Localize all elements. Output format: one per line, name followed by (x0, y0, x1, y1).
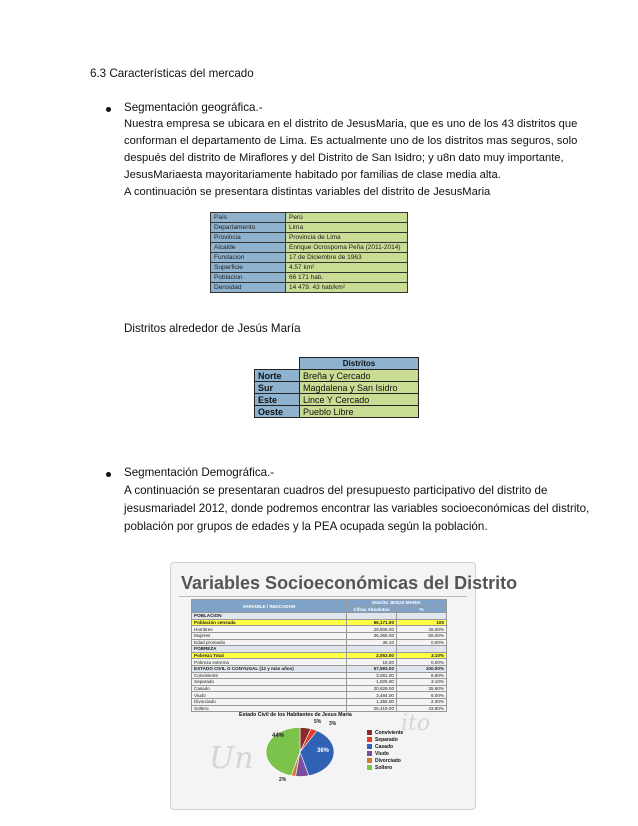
col-header: Cifras Absolutas (347, 606, 397, 613)
table-row (192, 619, 447, 626)
info-value: 66 171 hab. (286, 273, 408, 283)
cell-num: 36,365.00 (347, 632, 397, 639)
legend-label: Viudo (375, 750, 389, 757)
cell-label: Separado (192, 679, 347, 686)
table-row (211, 243, 408, 253)
district-name: Lince Y Cercado (300, 394, 419, 406)
info-key: Poblacion (211, 273, 286, 283)
cell-pct: 45.00% (397, 626, 447, 633)
districts-caption: Distritos alrededor de Jesús María (124, 322, 301, 335)
watermark: Un (209, 741, 254, 776)
table-row (255, 406, 419, 418)
cell-num: 66,171.00 (347, 619, 397, 626)
cell-label: Mujeres (192, 632, 347, 639)
pie-chart (257, 721, 343, 783)
legend-item (367, 743, 403, 750)
district-direction: Oeste (255, 406, 300, 418)
info-value: 17 de Diciembre de 1963 (286, 253, 408, 263)
cell-pct: 100 (397, 619, 447, 626)
cell-pct: 100.00% (397, 665, 447, 672)
legend-item (367, 729, 403, 736)
district-direction: Este (255, 394, 300, 406)
table-row (255, 382, 419, 394)
legend-swatch (367, 765, 372, 770)
info-key: Fundacion (211, 253, 286, 263)
info-value: Lima (286, 223, 408, 233)
cell-label: Conviviente (192, 672, 347, 679)
table-row (192, 613, 447, 620)
cell-num: 20,829.00 (347, 685, 397, 692)
col-header: VARIABLE / INDICADOR (192, 600, 347, 613)
info-key: Provincia (211, 233, 286, 243)
cell-num: 1,355.00 (347, 698, 397, 705)
cell-num: 1,825.00 (347, 679, 397, 686)
table-row (192, 665, 447, 672)
info-key: Alcalde (211, 243, 286, 253)
table-row (211, 283, 408, 293)
table-row (192, 685, 447, 692)
pie-label-casado: 36% (317, 748, 330, 754)
table-row (192, 632, 447, 639)
cell-pct (397, 613, 447, 620)
table-row (192, 652, 447, 659)
demo-paragraph (124, 482, 589, 536)
legend-label: Separado (375, 736, 398, 743)
district-name: Pueblo Libre (300, 406, 419, 418)
pie-title: Estado Civil de los Habitantes de Jesus Maria (239, 712, 352, 718)
info-value: 4.57 km² (286, 263, 408, 273)
district-name: Breña y Cercado (300, 370, 419, 382)
geo-line: después del distrito de Miraflores y del Distrito de San Isidro; y u8n dato muy importante, (124, 152, 564, 164)
table-row (211, 213, 408, 223)
cell-num: 2,053.00 (347, 652, 397, 659)
cell-label: Edad promedio (192, 639, 347, 646)
cell-pct: 6.80% (397, 672, 447, 679)
bullet-icon (106, 107, 111, 112)
table-row (192, 698, 447, 705)
cell-pct: 55.00% (397, 632, 447, 639)
cell-num: 25,419.00 (347, 705, 397, 712)
legend-item (367, 764, 403, 771)
cell-pct (397, 646, 447, 653)
cell-num (347, 613, 397, 620)
districts-table (254, 357, 419, 418)
pie-legend (367, 729, 403, 771)
legend-swatch (367, 737, 372, 742)
geo-line: A continuación se presentara distintas variables del distrito de JesusMaria (124, 186, 491, 198)
table-row (192, 639, 447, 646)
cell-label: Casado (192, 685, 347, 692)
cell-pct: 3.10% (397, 652, 447, 659)
pie-label-conviviente: 5% (314, 719, 322, 725)
legend-item (367, 757, 403, 764)
legend-item (367, 750, 403, 757)
table-row (255, 394, 419, 406)
pie-label-separado: 3% (329, 721, 337, 727)
cell-num: 57,993.00 (347, 665, 397, 672)
cell-pct: 35.90% (397, 685, 447, 692)
legend-swatch (367, 730, 372, 735)
table-row (211, 233, 408, 243)
col-header: Distrito JESUS MARIA (347, 600, 447, 607)
info-value: Provincia de Lima (286, 233, 408, 243)
divider (179, 596, 467, 597)
geo-paragraph (124, 116, 577, 201)
table-row (192, 659, 447, 666)
geo-line: Nuestra empresa se ubicara en el distrito de JesusMaria, que es uno de los 43 distritos que (124, 118, 578, 130)
cell-label: Pobreza Total (192, 652, 347, 659)
legend-label: Conviviente (375, 729, 404, 736)
legend-label: Soltero (375, 764, 393, 771)
cell-num: 36.10 (347, 639, 397, 646)
geo-title: Segmentación geográfica.- (124, 101, 263, 114)
section-heading: 6.3 Características del mercado (90, 67, 254, 80)
bullet-icon (106, 472, 111, 477)
district-info-table (210, 212, 408, 293)
cell-label: Viudo (192, 692, 347, 699)
table-row (192, 626, 447, 633)
district-direction: Sur (255, 382, 300, 394)
socioeconomic-figure (170, 562, 518, 810)
info-key: Superficie (211, 263, 286, 273)
info-key: País (211, 213, 286, 223)
table-row (255, 370, 419, 382)
socio-title: Variables Socioeconómicas del Distrito (181, 573, 518, 593)
cell-pct: 2.30% (397, 698, 447, 705)
cell-label: Población censada (192, 619, 347, 626)
table-header-row (255, 358, 419, 370)
demo-title: Segmentación Demográfica.- (124, 466, 275, 479)
info-value: Perú (286, 213, 408, 223)
info-key: Departamento (211, 223, 286, 233)
legend-swatch (367, 744, 372, 749)
cell-label: POBLACION (192, 613, 347, 620)
table-header-row (192, 600, 447, 607)
info-value: Enrique Ocrospoma Peña (2011-2014) (286, 243, 408, 253)
cell-pct: 0.00% (397, 659, 447, 666)
district-name: Magdalena y San Isidro (300, 382, 419, 394)
cell-num: 29,806.00 (347, 626, 397, 633)
cell-pct: 43.80% (397, 705, 447, 712)
table-row (192, 646, 447, 653)
legend-item (367, 736, 403, 743)
cell-pct: 6.00% (397, 692, 447, 699)
socio-table (191, 599, 447, 712)
geo-line: JesusMariaesta mayoritariamente habitado por familias de clase media alta. (124, 169, 501, 181)
info-value: 14 479. 43 hab/km² (286, 283, 408, 293)
cell-label: POBREZA (192, 646, 347, 653)
table-row (211, 263, 408, 273)
pie-label-soltero: 44% (272, 733, 285, 739)
districts-header: Distritos (300, 358, 419, 370)
cell-num: 3,081.00 (347, 672, 397, 679)
table-row (211, 273, 408, 283)
table-row (211, 253, 408, 263)
district-direction: Norte (255, 370, 300, 382)
table-row (192, 692, 447, 699)
info-key: Densidad (211, 283, 286, 293)
watermark: ito (401, 711, 431, 736)
pie-label-divorciado: 2% (279, 777, 287, 783)
table-row (192, 672, 447, 679)
demo-line: población por grupos de edades y la PEA ocupada según la población. (124, 520, 488, 533)
demo-line: jesusmariadel 2012, donde podremos encontrar las variables socioeconómicas del distrito, (124, 502, 590, 515)
col-header: % (397, 606, 447, 613)
cell-label: Soltero (192, 705, 347, 712)
cell-label: Pobreza extrema (192, 659, 347, 666)
table-row (192, 679, 447, 686)
cell-pct: 3.10% (397, 679, 447, 686)
legend-swatch (367, 758, 372, 763)
legend-swatch (367, 751, 372, 756)
cell-num: 3,484.00 (347, 692, 397, 699)
cell-label: Divorciado (192, 698, 347, 705)
geo-line: conforman el departamento de Lima. Es actualmente uno de los distritos mas seguros, solo (124, 135, 578, 147)
cell-pct: 0.00% (397, 639, 447, 646)
cell-num: 16.00 (347, 659, 397, 666)
legend-label: Casado (375, 743, 394, 750)
demo-line: A continuación se presentaran cuadros del presupuesto participativo del distrito de (124, 484, 548, 497)
legend-label: Divorciado (375, 757, 401, 764)
table-row (211, 223, 408, 233)
cell-num (347, 646, 397, 653)
cell-label: Hombres (192, 626, 347, 633)
cell-label: ESTADO CIVIL O CONYUGAL (12 y más años) (192, 665, 347, 672)
